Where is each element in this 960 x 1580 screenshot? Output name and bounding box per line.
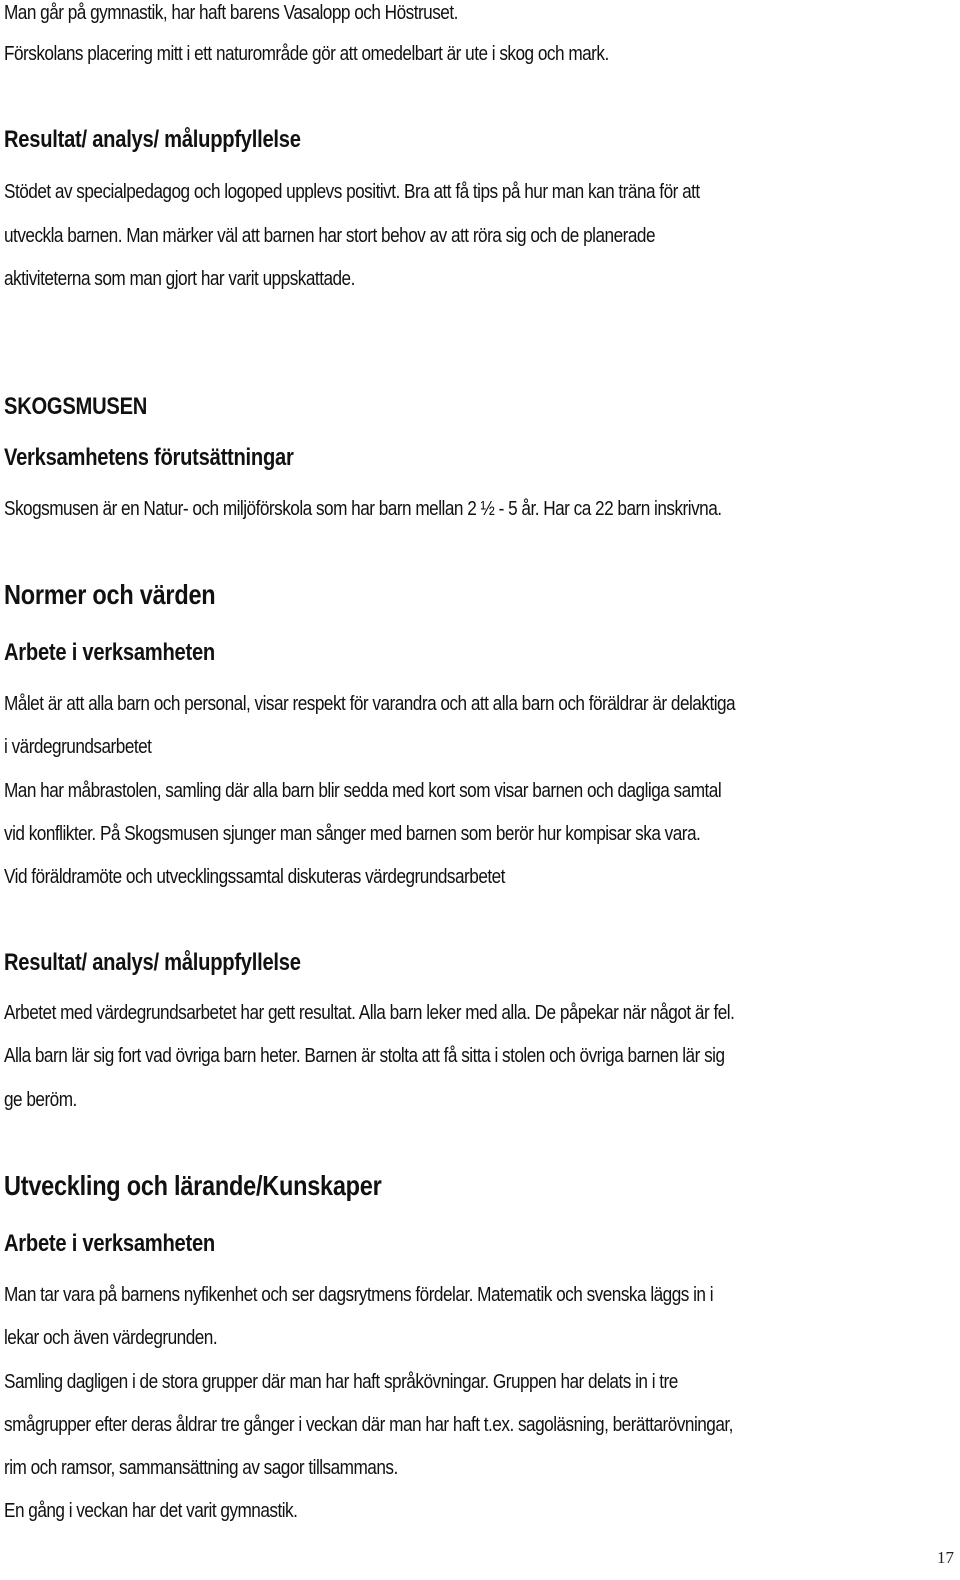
- norms-work-heading: Arbete i verksamheten: [4, 639, 215, 666]
- norms-heading: Normer och värden: [4, 579, 216, 610]
- intro-line-1: Man går på gymnastik, har haft barens Vasalopp och Höstruset.: [4, 2, 458, 24]
- result-2-line-1: Arbetet med värdegrundsarbetet har gett resultat. Alla barn leker med alla. De påpekar när något är fel.: [4, 1002, 735, 1024]
- norms-line-4: vid konflikter. På Skogsmusen sjunger man sånger med barnen som berör hur kompisar ska vara.: [4, 823, 701, 845]
- development-line-5: rim och ramsor, sammansättning av sagor tillsammans.: [4, 1457, 398, 1479]
- conditions-heading: Verksamhetens förutsättningar: [4, 444, 294, 471]
- development-line-3: Samling dagligen i de stora grupper där man har haft språkövningar. Gruppen har delats in i tre: [4, 1371, 678, 1393]
- result-1-line-2: utveckla barnen. Man märker väl att barnen har stort behov av att röra sig och de planerade: [4, 225, 655, 247]
- development-line-6: En gång i veckan har det varit gymnastik.: [4, 1500, 298, 1522]
- result-1-line-1: Stödet av specialpedagog och logoped upplevs positivt. Bra att få tips på hur man kan träna för att: [4, 181, 700, 203]
- norms-line-3: Man har måbrastolen, samling där alla barn blir sedda med kort som visar barnen och dagliga samtal: [4, 780, 722, 802]
- result-heading-2: Resultat/ analys/ måluppfyllelse: [4, 949, 301, 976]
- result-1-line-3: aktiviteterna som man gjort har varit uppskattade.: [4, 268, 355, 290]
- norms-line-5: Vid föräldramöte och utvecklingssamtal diskuteras värdegrundsarbetet: [4, 866, 505, 888]
- development-line-1: Man tar vara på barnens nyfikenhet och ser dagsrytmens fördelar. Matematik och svenska läggs in i: [4, 1284, 714, 1306]
- norms-line-2: i värdegrundsarbetet: [4, 736, 152, 758]
- development-heading: Utveckling och lärande/Kunskaper: [4, 1170, 382, 1201]
- development-line-2: lekar och även värdegrunden.: [4, 1327, 218, 1349]
- result-heading-1: Resultat/ analys/ måluppfyllelse: [4, 126, 301, 153]
- page-number: 17: [937, 1548, 954, 1567]
- result-2-line-2: Alla barn lär sig fort vad övriga barn heter. Barnen är stolta att få sitta i stolen och övriga barnen lär sig: [4, 1045, 725, 1067]
- norms-line-1: Målet är att alla barn och personal, visar respekt för varandra och att alla barn och föräldrar är delaktiga: [4, 693, 736, 715]
- intro-line-2: Förskolans placering mitt i ett naturområde gör att omedelbart är ute i skog och mark.: [4, 43, 609, 65]
- development-line-4: smågrupper efter deras åldrar tre gånger i veckan där man har haft t.ex. sagoläsning, berättarövningar,: [4, 1414, 733, 1436]
- unit-name-heading: SKOGSMUSEN: [4, 393, 148, 420]
- result-2-line-3: ge beröm.: [4, 1089, 77, 1111]
- conditions-text: Skogsmusen är en Natur- och miljöförskola som har barn mellan 2 ½ - 5 år. Har ca 22 barn inskrivna.: [4, 498, 722, 520]
- development-work-heading: Arbete i verksamheten: [4, 1230, 215, 1257]
